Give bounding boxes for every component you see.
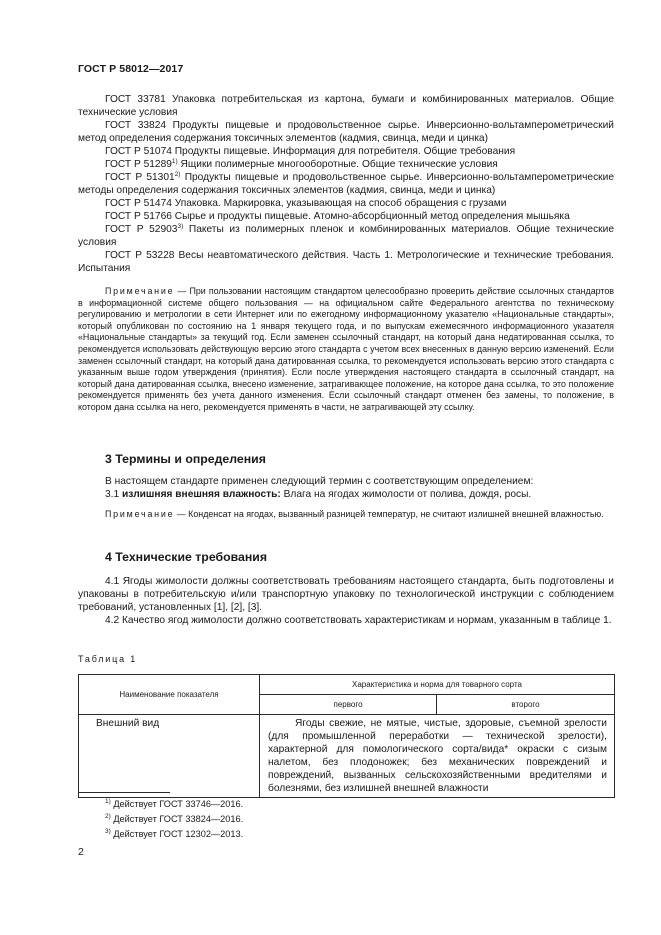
reference-item	[78, 158, 614, 171]
reference-code: ГОСТ Р 51289	[105, 159, 172, 170]
reference-title: Продукты пищевые и продовольственное сырье. Инверсионно-вольтамперометрические методы определения содержания токсичных элементов (кадмия, свинца, меди и цинка)	[78, 172, 614, 196]
reference-title: Ящики полимерные многооборотные. Общие технические условия	[177, 159, 498, 170]
term: излишняя внешняя влажность:	[122, 489, 281, 500]
table-row	[79, 715, 615, 798]
note-term	[78, 509, 614, 521]
reference-item	[78, 223, 614, 249]
reference-code: ГОСТ Р 51301	[105, 172, 175, 183]
definition: Влага на ягодах жимолости от полива, дождя, росы.	[280, 489, 532, 500]
paragraph-4-1: 4.1 Ягоды жимолости должны соответствовать требованиям настоящего стандарта, быть подготовлены и упакованы в потребительскую и/или транспортную упаковку по технологической инструкции с соблюдением требований, установленных [1], [2], [3].	[78, 576, 614, 613]
references-list	[78, 93, 614, 275]
table-cell-value: Ягоды свежие, не мятые, чистые, здоровые, съемной зрелости (для промышленной переработки — технической зрелости), характерной для помологического сорта/вида* окраски с сизым налетом, без плодоножек; без механических повреждений и повреждений, вызванных сельскохозяйственными вредителями и болезнями, без излишней внешней влажности	[260, 715, 615, 798]
footnote-mark: 3)	[105, 828, 111, 836]
column-header-first: первого	[260, 695, 437, 715]
reference-item: ГОСТ 33824 Продукты пищевые и продовольственное сырье. Инверсионно-вольтамперометрический метод определения содержания токсичных элементов (кадмия, свинца, меди и цинка)	[78, 120, 614, 144]
requirements-table	[78, 674, 615, 798]
reference-item: ГОСТ Р 51766 Сырье и продукты пищевые. Атомно-абсорбционный метод определения мышьяка	[105, 211, 570, 222]
reference-item: ГОСТ 33781 Упаковка потребительская из картона, бумаги и комбинированных материалов. Общие технические условия	[78, 94, 614, 118]
footnote-mark: 2)	[105, 813, 111, 821]
footnote-mark: 1)	[171, 158, 178, 165]
footnote	[105, 827, 243, 842]
column-header-second: второго	[437, 695, 615, 715]
paragraph-4-2: 4.2 Качество ягод жимолости должно соответствовать характеристикам и нормам, указанным в таблице 1.	[105, 615, 612, 626]
table-caption: Таблица 1	[78, 654, 137, 664]
running-header: ГОСТ Р 58012—2017	[78, 63, 184, 75]
term-definition	[78, 488, 614, 501]
term-number: 3.1	[105, 489, 122, 500]
table-cell-name: Внешний вид	[79, 715, 260, 798]
note-text: — При пользовании настоящим стандартом целесообразно проверить действие ссылочных стандартов в информационной системе общего пользования — на официальном сайте Федерального агентства по техническому регулированию и метрологии в сети Интернет или по ежегодному информационному указателю «Национальные стандарты», который опубликован по состоянию на 1 января текущего года, и по выпускам ежемесячного информационного указателя «Национальные стандарты» за текущий год. Если заменен ссылочный стандарт, на который дана недатированная ссылка, то рекомендуется использовать действующую версию этого стандарта с учетом всех внесенных в данную версию изменений. Если заменен ссылочный стандарт, на который дана датированная ссылка, то рекомендуется использовать версию этого стандарта с указанным выше годом утверждения (принятия). Если после утверждения настоящего стандарта в ссылочный стандарт, на который дана датированная ссылка, внесено изменение, затрагивающее положение, на которое дана ссылка, то это положение рекомендуется применять без учета данного изменения. Если ссылочный стандарт отменен без замены, то положение, в котором дана ссылка на него, рекомендуется применять в части, не затрагивающей эту ссылку.	[78, 286, 614, 412]
footnote-mark: 1)	[105, 798, 111, 805]
column-header-name: Наименование показателя	[79, 675, 260, 715]
reference-item: ГОСТ Р 53228 Весы неавтоматического действия. Часть 1. Метрологические и технические требования. Испытания	[78, 250, 614, 274]
footnote-mark: 3)	[177, 223, 184, 230]
footnote-mark: 2)	[174, 171, 181, 178]
footnote	[105, 797, 243, 812]
footnote-text: Действует ГОСТ 33746—2016.	[110, 799, 244, 809]
section-3-intro: В настоящем стандарте применен следующий термин с соответствующим определением:	[105, 476, 534, 487]
footnote-separator	[78, 792, 170, 793]
footnotes	[105, 797, 243, 843]
reference-code: ГОСТ Р 52903	[105, 224, 178, 235]
section-4-body	[78, 575, 614, 627]
column-header-group: Характеристика и норма для товарного сорта	[260, 675, 615, 695]
note-label: Примечание	[105, 509, 175, 519]
note-text: — Конденсат на ягодах, вызванный разницей температур, не считают излишней внешней влажностью.	[174, 509, 604, 519]
footnote	[105, 812, 243, 827]
section-3-body	[78, 475, 614, 501]
footnote-text: Действует ГОСТ 12302—2013.	[110, 829, 244, 840]
note-references	[78, 286, 614, 414]
reference-item: ГОСТ Р 51474 Упаковка. Маркировка, указывающая на способ обращения с грузами	[105, 198, 507, 209]
reference-item: ГОСТ Р 51074 Продукты пищевые. Информация для потребителя. Общие требования	[105, 146, 516, 157]
footnote-text: Действует ГОСТ 33824—2016.	[110, 814, 244, 825]
note-label: Примечание	[105, 286, 175, 296]
reference-title: Пакеты из полимерных пленок и комбинированных материалов. Общие технические условия	[78, 224, 614, 248]
page-number: 2	[78, 846, 84, 858]
section-3-title: 3 Термины и определения	[105, 452, 266, 466]
reference-item	[78, 171, 614, 197]
section-4-title: 4 Технические требования	[105, 550, 267, 564]
